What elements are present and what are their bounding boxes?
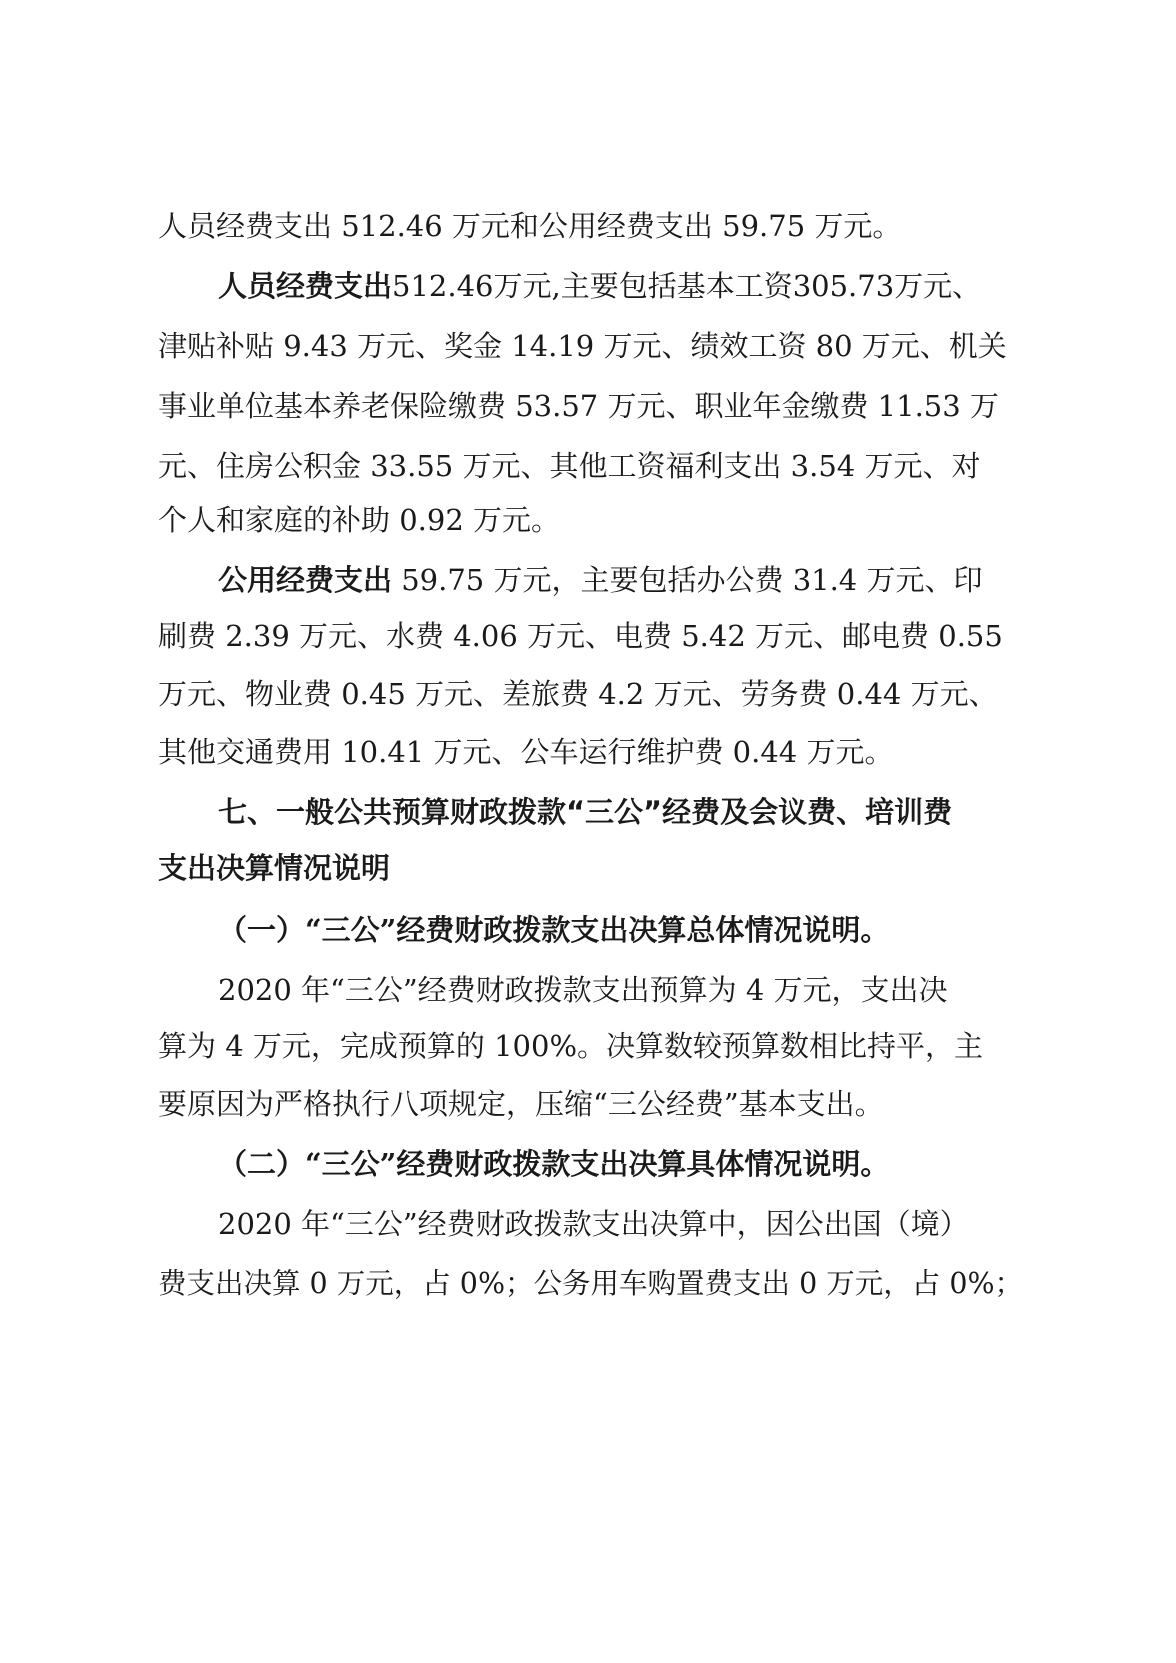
section-heading-text: 支出决算情况说明 [158, 851, 391, 885]
paragraph-line [158, 492, 1028, 548]
text-run: 人员经费支出 512.46 万元和公用经费支出 59.75 万元。 [158, 209, 902, 243]
text-run: 刷费 2.39 万元、水费 4.06 万元、电费 5.42 万元、邮电费 0.55 [158, 619, 1003, 653]
section-heading [218, 784, 1028, 840]
text-run: 万元、物业费 0.45 万元、差旅费 4.2 万元、劳务费 0.44 万元、 [158, 677, 998, 711]
paragraph-line [158, 608, 1028, 664]
paragraph-line [158, 378, 1028, 434]
text-run: 事业单位基本养老保险缴费 53.57 万元、职业年金缴费 11.53 万 [158, 389, 999, 423]
section-heading-text: 七、一般公共预算财政拨款“三公”经费及会议费、培训费 [218, 795, 953, 829]
paragraph-line [158, 438, 1028, 494]
paragraph-line [158, 724, 1028, 780]
paragraph-line [218, 258, 1028, 314]
paragraph-line [158, 1256, 1028, 1312]
subsection-heading-text: （二）“三公”经费财政拨款支出决算具体情况说明。 [218, 1147, 890, 1181]
paragraph-line [218, 962, 1028, 1018]
text-run: 算为 4 万元，完成预算的 100%。决算数较预算数相比持平，主 [158, 1029, 984, 1063]
text-run: 津贴补贴 9.43 万元、奖金 14.19 万元、绩效工资 80 万元、机关 [158, 329, 1007, 363]
subsection-heading-text: （一）“三公”经费财政拨款支出决算总体情况说明。 [218, 913, 890, 947]
subsection-heading [218, 1136, 1028, 1192]
text-run: 要原因为严格执行八项规定，压缩“三公经费”基本支出。 [158, 1087, 884, 1121]
paragraph-line [218, 552, 1028, 608]
subsection-heading [218, 902, 1028, 958]
text-run: 元、住房公积金 33.55 万元、其他工资福利支出 3.54 万元、对 [158, 449, 981, 483]
section-heading [158, 840, 1028, 896]
paragraph-line [158, 198, 1028, 254]
text-run: 费支出决算 0 万元，占 0%；公务用车购置费支出 0 万元，占 0%； [158, 1267, 1024, 1300]
paragraph-lead-bold: 公用经费支出 [218, 563, 393, 597]
text-run: 其他交通费用 10.41 万元、公车运行维护费 0.44 万元。 [158, 735, 894, 769]
paragraph-line [158, 666, 1028, 722]
paragraph-line [158, 318, 1028, 374]
paragraph-line [218, 1196, 1028, 1252]
text-run: 512.46万元,主要包括基本工资305.73万元、 [392, 269, 982, 303]
text-run: 2020 年“三公”经费财政拨款支出决算中，因公出国（境） [218, 1207, 969, 1241]
text-run: 59.75 万元，主要包括办公费 31.4 万元、印 [392, 563, 983, 597]
paragraph-lead-bold: 人员经费支出 [218, 269, 393, 303]
text-run: 个人和家庭的补助 0.92 万元。 [158, 503, 561, 537]
paragraph-line [158, 1076, 1028, 1132]
paragraph-line [158, 1018, 1028, 1074]
text-run: 2020 年“三公”经费财政拨款支出预算为 4 万元，支出决 [218, 973, 948, 1007]
